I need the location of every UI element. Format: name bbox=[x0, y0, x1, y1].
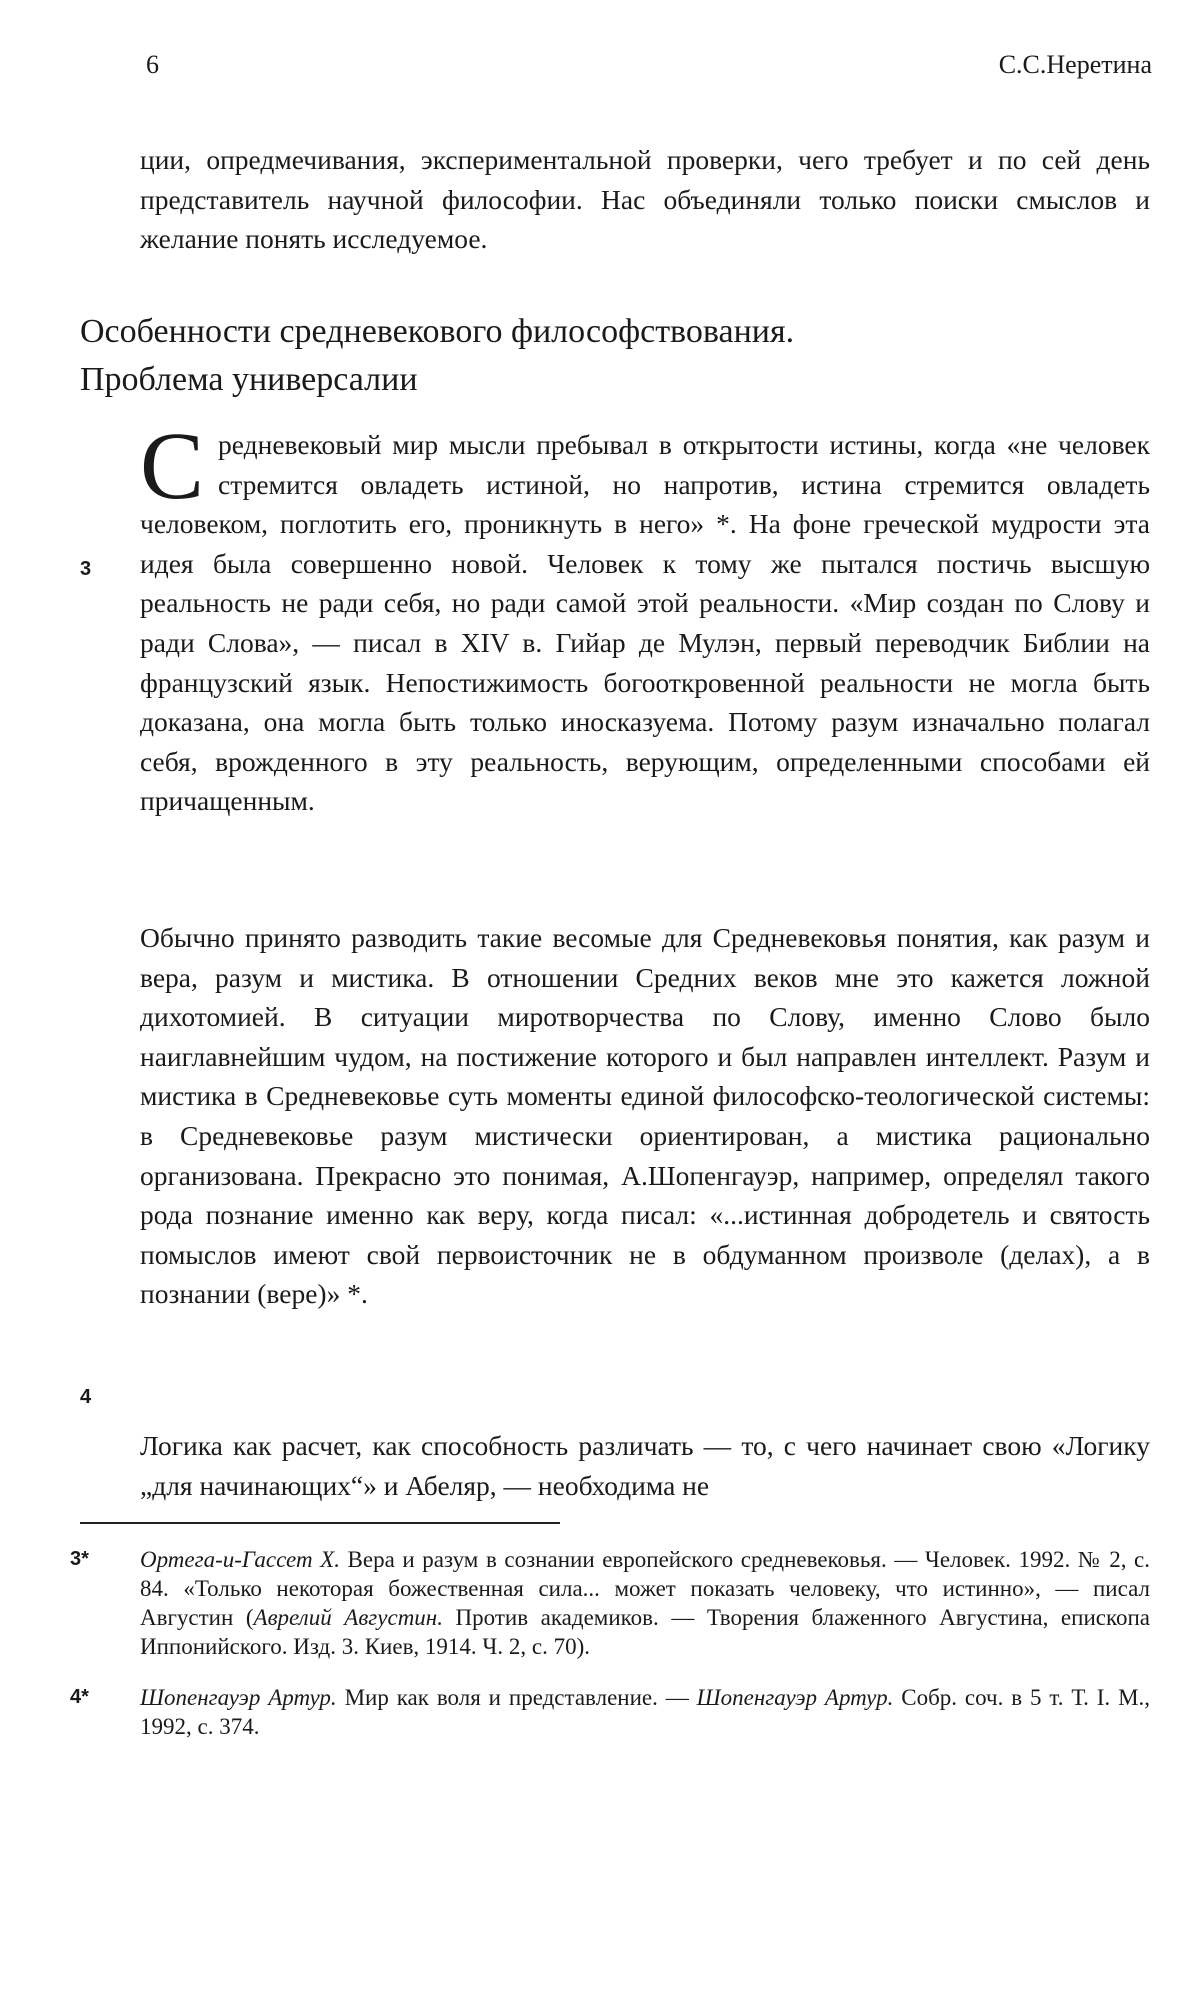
page-number: 6 bbox=[146, 50, 159, 79]
footnote-4-text-2: Собр. соч. в 5 т. Т. I. М., 1992, с. 374. bbox=[140, 1685, 1151, 1739]
running-head bbox=[0, 40, 1200, 80]
paragraph-2: Обычно принято разводить такие весомые для Средневековья понятия, как разум и вера, разум и мистика. В отношении Средних веков мне это кажется ложной дихотомией. В ситуации миротворчества по Слову, именно Слово было наиглавнейшим чудом, на постижение которого и был направлен интеллект. Разум и мистика в Средневековье суть моменты единой философско-теологической системы: в Средневековье разум мистически ориентирован, а мистика рационально организована. Прекрасно это понимая, А.Шопенгауэр, например, определял такого рода познание именно как веру, когда писал: «...истинная добродетель и святость помыслов имеют свой первоисточник не в обдуманном произволе (делах), а в познании (вере)» *. bbox=[140, 922, 1150, 1310]
footnote-3-author: Ортега-и-Гассет Х. bbox=[140, 1547, 340, 1572]
footnote-4 bbox=[140, 1683, 1150, 1741]
margin-note-3: 3 bbox=[80, 558, 92, 580]
footnote-rule bbox=[80, 1522, 560, 1524]
paragraph-3: Логика как расчет, как способность различать — то, с чего начинает свою «Логику „для начинающих“» и Абеляр, — необходима не bbox=[140, 1430, 1150, 1501]
footnote-3-author-2: Аврелий Августин. bbox=[253, 1605, 443, 1630]
footnote-4-mark: 4* bbox=[70, 1686, 89, 1708]
drop-cap: С bbox=[140, 412, 205, 519]
running-author: С.С.Неретина bbox=[998, 50, 1152, 79]
footnote-4-text-1: Мир как воля и представление. — bbox=[336, 1685, 697, 1710]
section-heading-line2: Проблема универсалии bbox=[80, 361, 418, 398]
intro-paragraph: ции, опредмечивания, экспериментальной проверки, чего требует и по сей день представитель научной философии. Нас объединяли только поиски смыслов и желание понять исследуемое. bbox=[140, 144, 1150, 255]
section-heading bbox=[80, 308, 1140, 404]
paragraph-1 bbox=[140, 412, 1150, 821]
paragraph-1-text: редневековый мир мысли пребывал в открытости истины, когда «не человек стремится овладеть истиной, но напротив, истина стремится овладеть человеком, поглотить его, проникнуть в него» *. На фоне греческой мудрости эта идея была совершенно новой. Человек к тому же пытался постичь высшую реальность не ради себя, но ради самой этой реальности. «Мир создан по Слову и ради Слова», — писал в XIV в. Гийар де Мулэн, первый переводчик Библии на французский язык. Непостижимость богооткровенной реальности не могла быть доказана, она могла быть только иносказуема. Потому разум изначально полагал себя, врожденного в эту реальность, верующим, определенными способами ей причащенным. bbox=[140, 429, 1150, 817]
margin-note-4: 4 bbox=[80, 1386, 92, 1408]
footnote-3-text-2: Против академиков. — Творения блаженного Августина, епископа Иппонийского. Изд. 3. Киев, 1914. Ч. 2, с. 70). bbox=[140, 1605, 1150, 1659]
footnote-3-text-1: Вера и разум в сознании европейского средневековья. — Человек. 1992. № 2, с. 84. «Только некоторая божественная сила... может показать человеку, что истинно», — писал Августин ( bbox=[140, 1547, 1150, 1630]
footnote-3 bbox=[140, 1545, 1150, 1661]
footnote-4-author-2: Шопенгауэр Артур. bbox=[696, 1685, 894, 1710]
footnote-4-author: Шопенгауэр Артур. bbox=[140, 1685, 337, 1710]
section-heading-line1: Особенности средневекового философствования. bbox=[80, 313, 795, 350]
footnote-3-mark: 3* bbox=[70, 1548, 89, 1570]
